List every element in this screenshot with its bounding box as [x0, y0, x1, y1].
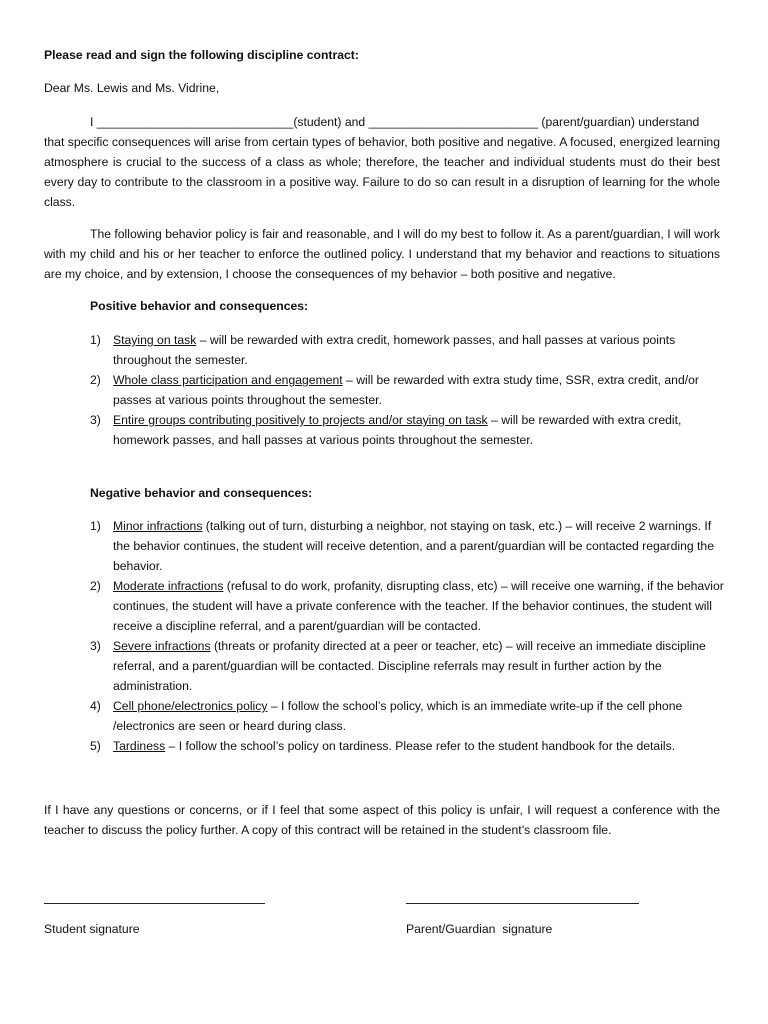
- student-signature-label: Student signature: [44, 922, 140, 936]
- list-item: 3) Entire groups contributing positively to projects and/or staying on task – will be rewarded with extra credit, homework passes, and hall passes at various points throughout the semester.: [90, 413, 682, 447]
- parent-signature-label: Parent/Guardian signature: [406, 922, 553, 936]
- parent-name-blank[interactable]: _________________________: [368, 115, 539, 129]
- policy-paragraph: The following behavior policy is fair and reasonable, and I will do my best to follow it. As a parent/guardian, I will work with my child and his or her teacher to enforce the outlined policy. I understand that my behavior and reactions to situations are my choice, and by extension, I choose the consequences of my behavior – both positive and negative.: [44, 227, 721, 281]
- student-signature-line[interactable]: [44, 903, 265, 904]
- list-item: 1) Minor infractions (talking out of turn, disturbing a neighbor, not staying on task, etc.) – will receive 2 warnings. If the behavior continues, the student will receive detention, and a parent/guardian will be contacted regarding the behavior.: [90, 519, 714, 573]
- student-name-blank[interactable]: _____________________________: [96, 115, 294, 129]
- item-term: Tardiness: [113, 739, 166, 753]
- item-term: Cell phone/electronics policy: [113, 699, 268, 713]
- list-item: 2) Moderate infractions (refusal to do work, profanity, disrupting class, etc) – will receive one warning, if the behavior continues, the student will have a private conference with the teacher. If the behavior continues, the student will receive a discipline referral, and a parent/guardian will be contacted.: [90, 579, 724, 633]
- item-term: Staying on task: [113, 333, 197, 347]
- negative-list: [90, 516, 730, 756]
- intro-paragraph: that specific consequences will arise from certain types of behavior, both positive and negative. A focused, energized learning atmosphere is crucial to the success of a class as whole; therefore, the teacher and individual students must do their best every day to contribute to the classroom in a positive way. Failure to do so can result in a disruption of learning for the whole class.: [44, 135, 720, 209]
- salutation: Dear Ms. Lewis and Ms. Vidrine,: [44, 81, 220, 95]
- list-item: 1) Staying on task – will be rewarded with extra credit, homework passes, and hall passes at various points throughout the semester.: [90, 333, 676, 367]
- list-item: 5) Tardiness – I follow the school’s policy on tardiness. Please refer to the student handbook for the details.: [90, 739, 676, 753]
- positive-list: [90, 330, 730, 450]
- positive-heading: Positive behavior and consequences:: [90, 299, 309, 313]
- item-term: Severe infractions: [113, 639, 211, 653]
- list-item: 2) Whole class participation and engagement – will be rewarded with extra study time, SSR, extra credit, and/or passes at various points throughout the semester.: [90, 373, 699, 407]
- item-term: Minor infractions: [113, 519, 203, 533]
- list-item: 3) Severe infractions (threats or profanity directed at a peer or teacher, etc) – will receive an immediate discipline referral, and a parent/guardian will be contacted. Discipline referrals may result in further action by the administration.: [90, 639, 706, 693]
- parent-signature-line[interactable]: [406, 903, 639, 904]
- closing-paragraph: If I have any questions or concerns, or if I feel that some aspect of this policy is unfair, I will request a conference with the teacher to discuss the policy further. A copy of this contract will be retained in the student’s classroom file.: [44, 803, 720, 837]
- student-label: (student) and: [293, 115, 366, 129]
- list-item: 4) Cell phone/electronics policy – I follow the school’s policy, which is an immediate write-up if the cell phone /electronics are seen or heard during class.: [90, 699, 683, 733]
- intro-i: I: [90, 115, 94, 129]
- parent-label: (parent/guardian) understand: [541, 115, 700, 129]
- page-heading: Please read and sign the following discipline contract:: [44, 48, 359, 62]
- item-term: Entire groups contributing positively to projects and/or staying on task: [113, 413, 488, 427]
- intro-first-line: [90, 112, 699, 132]
- negative-heading: Negative behavior and consequences:: [90, 486, 313, 500]
- item-term: Moderate infractions: [113, 579, 224, 593]
- item-term: Whole class participation and engagement: [113, 373, 343, 387]
